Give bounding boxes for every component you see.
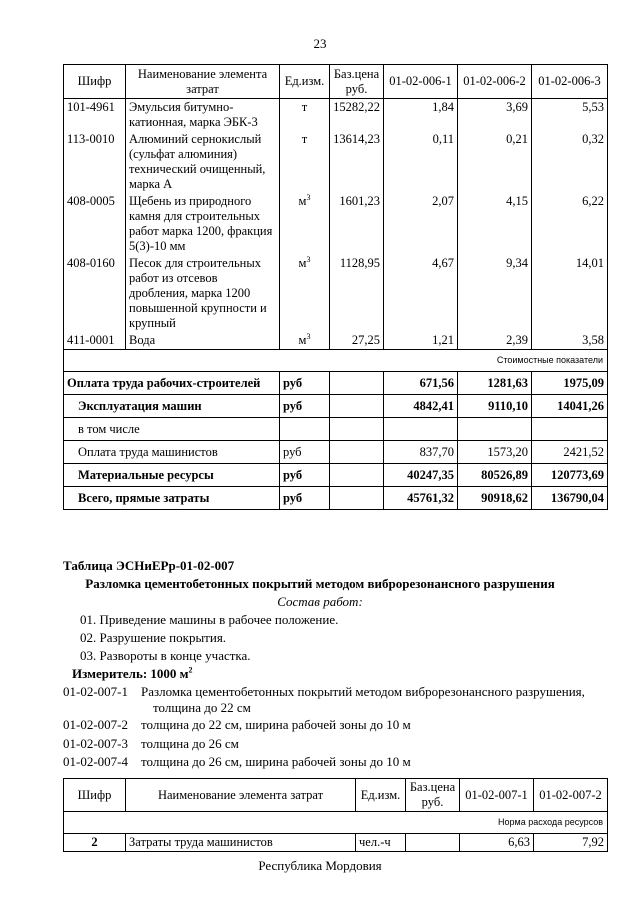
table-title: Таблица ЭСНиЕРр-01-02-007 xyxy=(63,558,235,573)
row-price: 15282,22 xyxy=(330,99,384,132)
summary-value-1: 671,56 xyxy=(384,372,458,395)
summary-unit: руб xyxy=(280,395,330,418)
row-name: Алюминий сернокислый (сульфат алюминия) технический очищенный, марка А xyxy=(126,131,280,193)
header-col-2: 01-02-006-2 xyxy=(458,65,532,99)
section-note-row xyxy=(64,812,608,834)
row-unit: т xyxy=(280,131,330,193)
summary-value-1: 45761,32 xyxy=(384,487,458,510)
summary-value-2: 80526,89 xyxy=(458,464,532,487)
summary-value-2: 90918,62 xyxy=(458,487,532,510)
row-value-3: 0,32 xyxy=(532,131,608,193)
work-item: 03. Развороты в конце участка. xyxy=(80,648,251,663)
row-name: Щебень из природного камня для строительных работ марка 1200, фракция 5(3)-10 мм xyxy=(126,193,280,255)
row-name: Вода xyxy=(126,332,280,350)
summary-row xyxy=(64,372,608,395)
row-value-1: 6,63 xyxy=(460,834,534,852)
summary-unit: руб xyxy=(280,464,330,487)
header-price: Баз.цена руб. xyxy=(406,779,460,812)
header-col-1: 01-02-006-1 xyxy=(384,65,458,99)
row-unit: чел.-ч xyxy=(356,834,406,852)
item-text: толщина до 22 см, ширина рабочей зоны до 10 м xyxy=(141,717,411,732)
section-title: Разломка цементобетонных покрытий методом виброрезонансного разрушения xyxy=(85,576,555,591)
row-value-3: 3,58 xyxy=(532,332,608,350)
row-code: 113-0010 xyxy=(64,131,126,193)
summary-unit: руб xyxy=(280,487,330,510)
header-name: Наименование элемента затрат xyxy=(126,779,356,812)
summary-value-1: 837,70 xyxy=(384,441,458,464)
section-note: Норма расхода ресурсов xyxy=(64,812,608,834)
row-value-3: 5,53 xyxy=(532,99,608,132)
header-price: Баз.цена руб. xyxy=(330,65,384,99)
resource-table-006 xyxy=(63,64,608,510)
row-price: 1128,95 xyxy=(330,255,384,332)
row-name: Песок для строительных работ из отсевов дробления, марка 1200 повышенной крупности и крупный xyxy=(126,255,280,332)
row-code: 411-0001 xyxy=(64,332,126,350)
table-row xyxy=(64,131,608,193)
row-code: 408-0160 xyxy=(64,255,126,332)
summary-value-3: 120773,69 xyxy=(532,464,608,487)
resource-table-007 xyxy=(63,778,608,852)
row-code: 101-4961 xyxy=(64,99,126,132)
summary-name: Оплата труда машинистов xyxy=(64,441,280,464)
row-value-2: 3,69 xyxy=(458,99,532,132)
item-code: 01-02-007-2 xyxy=(63,717,128,732)
header-name: Наименование элемента затрат xyxy=(126,65,280,99)
footer-region: Республика Мордовия xyxy=(258,858,382,873)
table-row xyxy=(64,193,608,255)
table-row xyxy=(64,834,608,852)
item-text-cont: толщина до 22 см xyxy=(153,700,251,715)
row-value-1: 1,84 xyxy=(384,99,458,132)
work-item: 01. Приведение машины в рабочее положение. xyxy=(80,612,339,627)
table-row xyxy=(64,255,608,332)
table-header-row xyxy=(64,779,608,812)
summary-value-3: 136790,04 xyxy=(532,487,608,510)
row-value-2: 2,39 xyxy=(458,332,532,350)
table-row xyxy=(64,99,608,132)
summary-value-3: 1975,09 xyxy=(532,372,608,395)
row-code: 408-0005 xyxy=(64,193,126,255)
summary-value-3: 2421,52 xyxy=(532,441,608,464)
summary-row xyxy=(64,395,608,418)
summary-row xyxy=(64,464,608,487)
item-code: 01-02-007-1 xyxy=(63,684,128,699)
row-value-1: 2,07 xyxy=(384,193,458,255)
row-value-2: 7,92 xyxy=(534,834,608,852)
item-code: 01-02-007-4 xyxy=(63,754,128,769)
summary-value-2: 1281,63 xyxy=(458,372,532,395)
row-code: 2 xyxy=(64,834,126,852)
header-unit: Ед.изм. xyxy=(280,65,330,99)
row-price: 27,25 xyxy=(330,332,384,350)
row-value-2: 0,21 xyxy=(458,131,532,193)
summary-name: Материальные ресурсы xyxy=(64,464,280,487)
summary-value-2: 9110,10 xyxy=(458,395,532,418)
section-note: Стоимостные показатели xyxy=(64,350,608,372)
summary-name: Эксплуатация машин xyxy=(64,395,280,418)
summary-unit: руб xyxy=(280,372,330,395)
work-header: Состав работ: xyxy=(277,594,363,609)
summary-value-1: 4842,41 xyxy=(384,395,458,418)
summary-row xyxy=(64,418,608,441)
row-price: 1601,23 xyxy=(330,193,384,255)
header-col-1: 01-02-007-1 xyxy=(460,779,534,812)
row-value-2: 9,34 xyxy=(458,255,532,332)
summary-row xyxy=(64,441,608,464)
summary-name: в том числе xyxy=(64,418,280,441)
header-code: Шифр xyxy=(64,779,126,812)
header-col-3: 01-02-006-3 xyxy=(532,65,608,99)
summary-name: Всего, прямые затраты xyxy=(64,487,280,510)
row-price: 13614,23 xyxy=(330,131,384,193)
table-header-row xyxy=(64,65,608,99)
row-unit: $м^3$ xyxy=(280,193,330,255)
item-text: толщина до 26 см, ширина рабочей зоны до 10 м xyxy=(141,754,411,769)
row-value-1: 1,21 xyxy=(384,332,458,350)
header-col-2: 01-02-007-2 xyxy=(534,779,608,812)
table-row xyxy=(64,332,608,350)
summary-unit: руб xyxy=(280,441,330,464)
row-unit: т xyxy=(280,99,330,132)
work-item: 02. Разрушение покрытия. xyxy=(80,630,227,645)
row-value-3: 14,01 xyxy=(532,255,608,332)
page-number: 23 xyxy=(313,36,327,51)
row-value-2: 4,15 xyxy=(458,193,532,255)
item-code: 01-02-007-3 xyxy=(63,736,128,751)
row-value-3: 6,22 xyxy=(532,193,608,255)
row-unit: $м^3$ xyxy=(280,332,330,350)
header-unit: Ед.изм. xyxy=(356,779,406,812)
row-price xyxy=(406,834,460,852)
summary-value-3: 14041,26 xyxy=(532,395,608,418)
meter: Измеритель: 1000 $м^2$ xyxy=(72,665,193,681)
item-text: Разломка цементобетонных покрытий методом виброрезонансного разрушения, xyxy=(141,684,585,699)
row-name: Эмульсия битумно-катионная, марка ЭБК-3 xyxy=(126,99,280,132)
item-text: толщина до 26 см xyxy=(141,736,239,751)
section-note-row xyxy=(64,350,608,372)
summary-name: Оплата труда рабочих-строителей xyxy=(64,372,280,395)
summary-value-2: 1573,20 xyxy=(458,441,532,464)
header-code: Шифр xyxy=(64,65,126,99)
row-value-1: 4,67 xyxy=(384,255,458,332)
row-unit: $м^3$ xyxy=(280,255,330,332)
row-name: Затраты труда машинистов xyxy=(126,834,356,852)
summary-value-1: 40247,35 xyxy=(384,464,458,487)
summary-row xyxy=(64,487,608,510)
row-value-1: 0,11 xyxy=(384,131,458,193)
